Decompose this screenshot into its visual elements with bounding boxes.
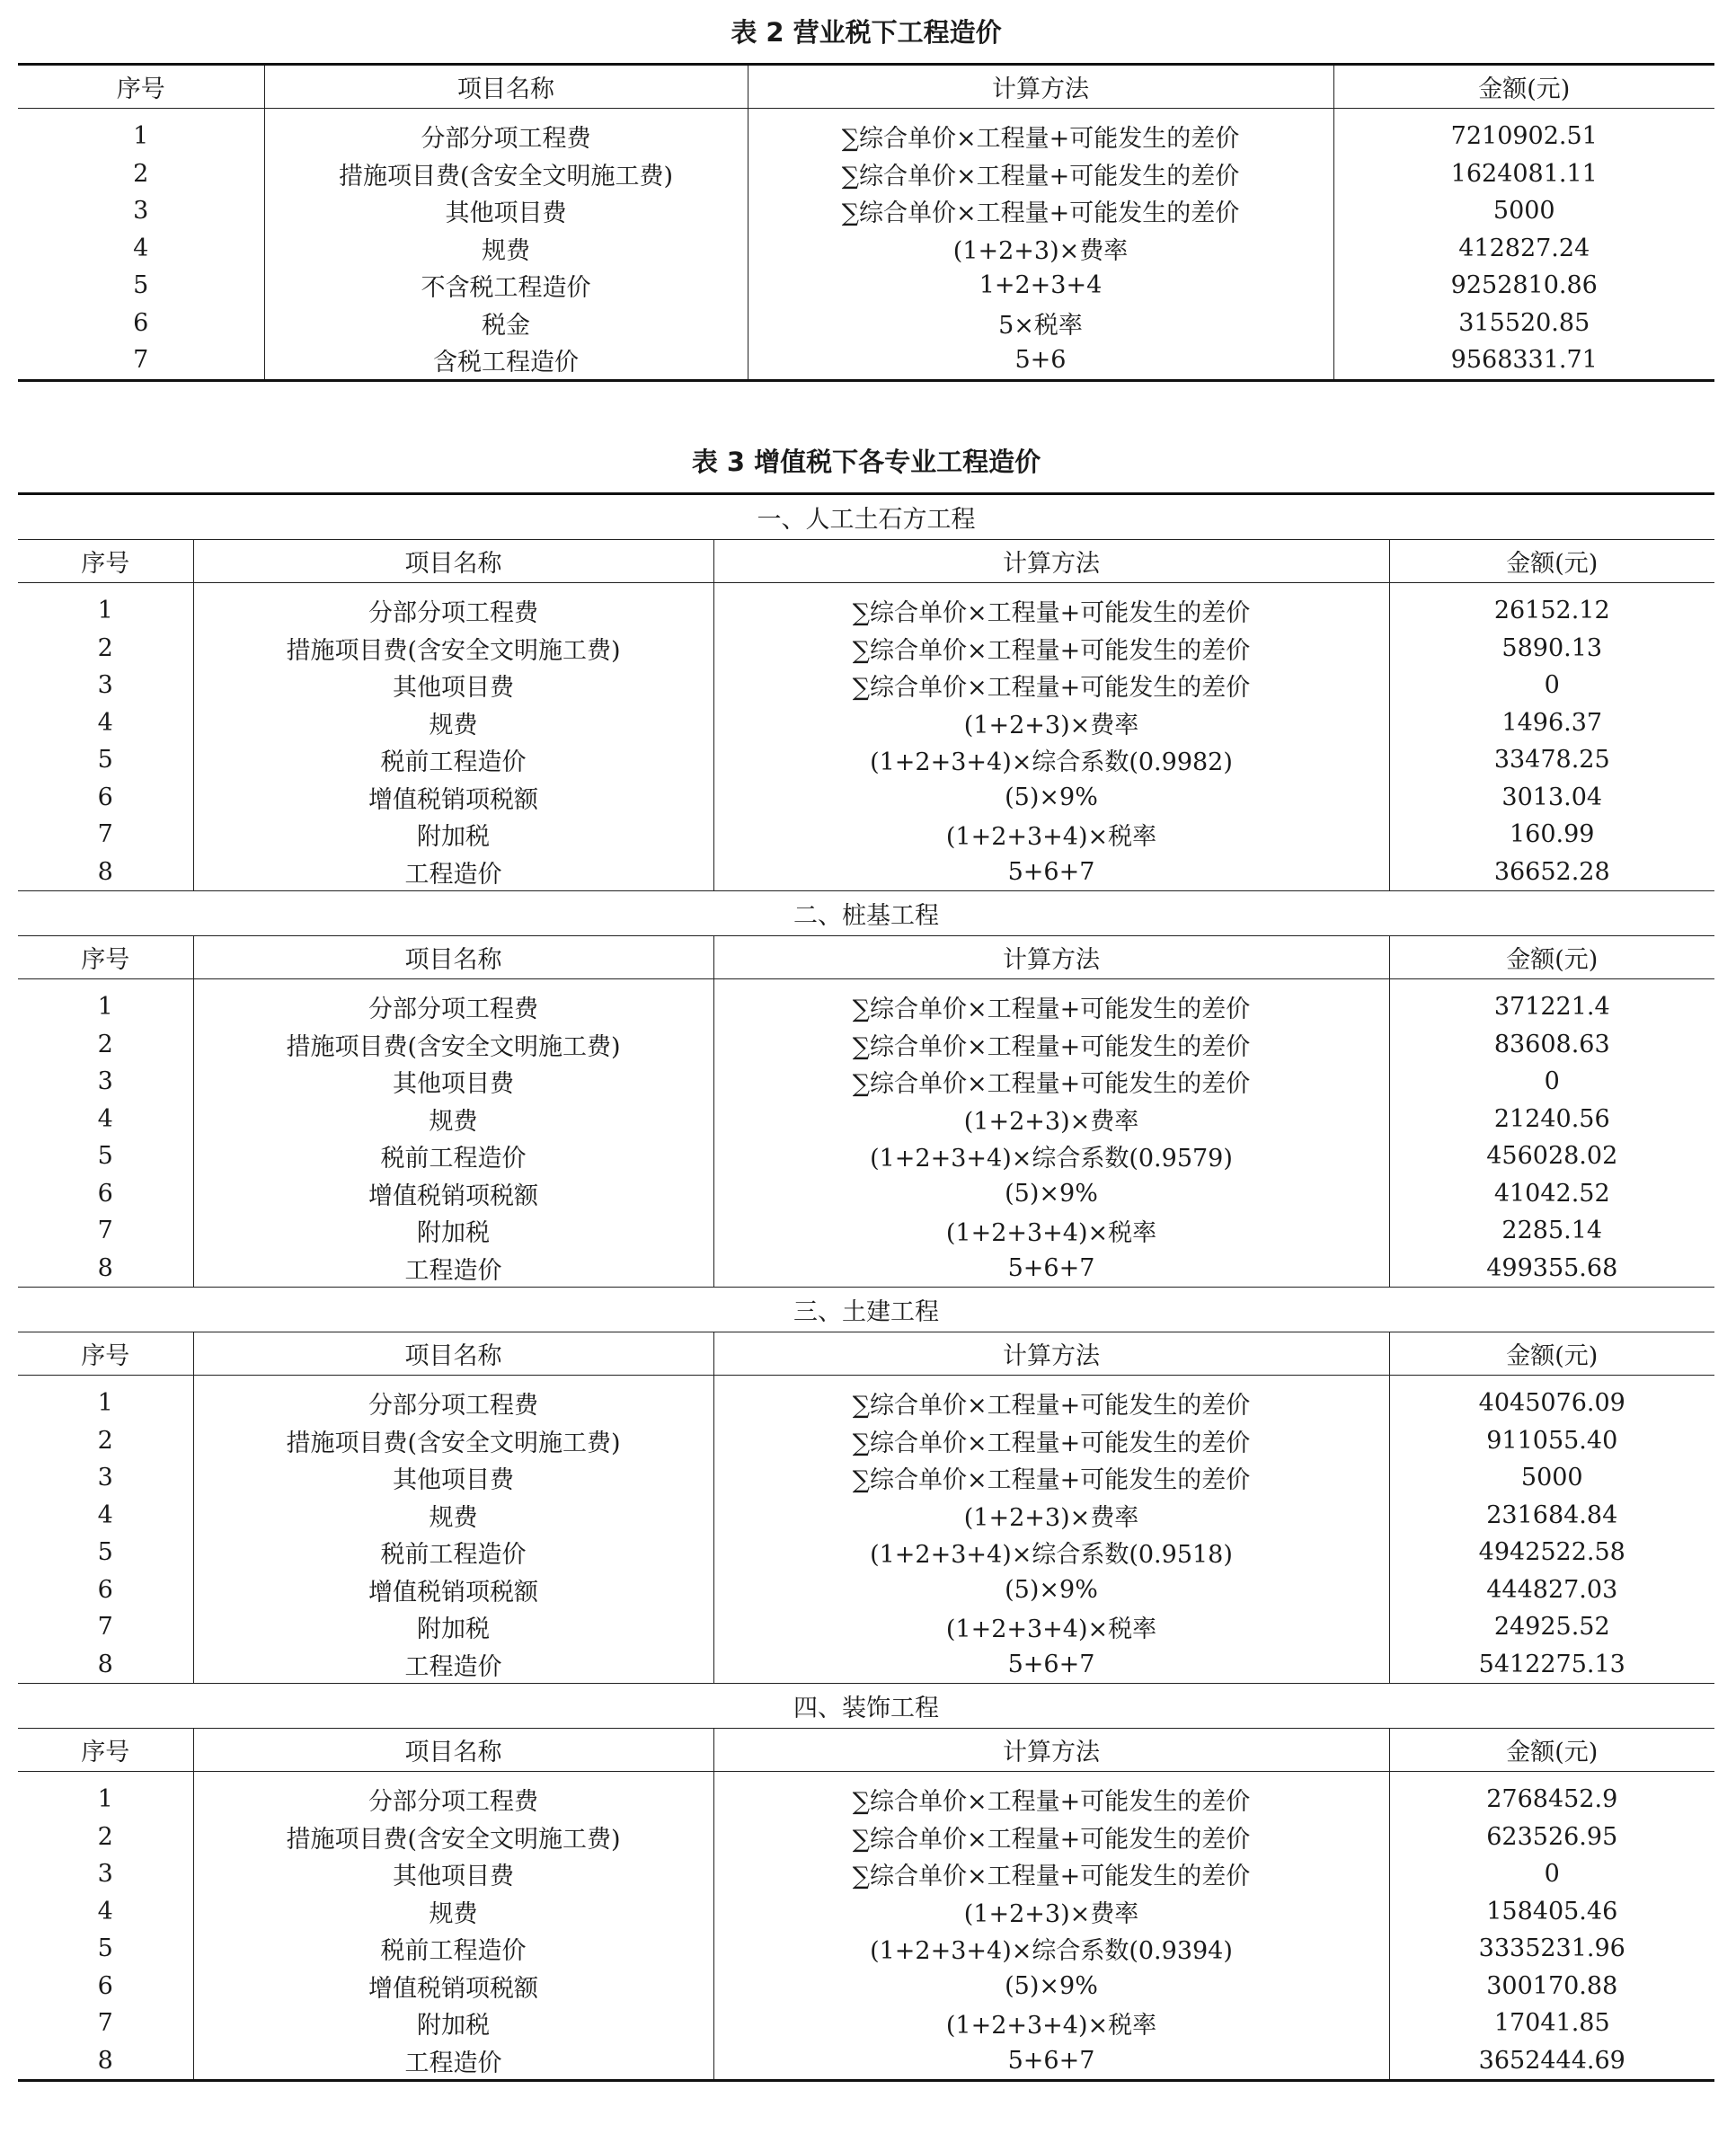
index-cell: 1 — [97, 993, 113, 1022]
method-cell: ∑综合单价×工程量+可能发生的差价 — [713, 979, 1389, 1026]
amount-cell: 499355.68 — [1389, 1250, 1714, 1288]
item-name-cell: 其他项目费 — [193, 1063, 713, 1101]
column-header: 序号 — [18, 540, 193, 583]
table-row — [18, 667, 1714, 704]
table-row — [18, 630, 1714, 668]
index-cell: 5 — [97, 1538, 113, 1567]
amount-cell: 4942522.58 — [1389, 1534, 1714, 1571]
item-name-cell: 分部分项工程费 — [193, 1376, 713, 1422]
index-cell: 3 — [97, 671, 113, 700]
column-header: 项目名称 — [193, 936, 713, 979]
column-header: 项目名称 — [264, 65, 748, 109]
item-name-cell: 工程造价 — [193, 2042, 713, 2081]
column-header: 金额(元) — [1389, 1729, 1714, 1772]
index-cell: 7 — [97, 1613, 113, 1642]
item-name-cell: 规费 — [264, 230, 748, 268]
method-cell: (1+2+3+4)×综合系数(0.9518) — [713, 1534, 1389, 1571]
amount-cell: 623526.95 — [1389, 1819, 1714, 1856]
table2-title: 表 2 营业税下工程造价 — [731, 17, 1002, 48]
amount-cell: 0 — [1389, 667, 1714, 704]
index-cell: 5 — [97, 1934, 113, 1963]
table-row — [18, 1026, 1714, 1064]
method-cell: 5+6+7 — [713, 1250, 1389, 1288]
method-cell: ∑综合单价×工程量+可能发生的差价 — [748, 155, 1333, 193]
amount-cell: 5000 — [1389, 1459, 1714, 1497]
item-name-cell: 其他项目费 — [193, 1459, 713, 1497]
amount-cell: 1496.37 — [1389, 704, 1714, 742]
table-row — [18, 1930, 1714, 1968]
method-cell: (1+2+3+4)×税率 — [713, 816, 1389, 854]
table2 — [18, 63, 1714, 382]
item-name-cell: 规费 — [193, 1497, 713, 1535]
item-name-cell: 不含税工程造价 — [264, 267, 748, 305]
amount-cell: 160.99 — [1389, 816, 1714, 854]
index-cell: 1 — [97, 597, 113, 625]
index-cell: 7 — [97, 1217, 113, 1245]
index-cell: 4 — [97, 1897, 113, 1925]
amount-cell: 412827.24 — [1333, 230, 1714, 268]
section-header-row — [18, 494, 1714, 540]
method-cell: 5×税率 — [748, 305, 1333, 342]
item-name-cell: 工程造价 — [193, 1250, 713, 1288]
index-cell: 5 — [97, 746, 113, 775]
method-cell: (5)×9% — [713, 1175, 1389, 1213]
index-cell: 7 — [97, 2009, 113, 2038]
column-header: 计算方法 — [748, 65, 1333, 109]
table-row — [18, 109, 1714, 155]
index-cell: 4 — [97, 1104, 113, 1133]
index-cell: 4 — [97, 1500, 113, 1529]
table-row — [18, 2005, 1714, 2042]
table-row — [18, 1063, 1714, 1101]
index-cell: 8 — [18, 1250, 193, 1288]
column-header: 序号 — [18, 1729, 193, 1772]
method-cell: 5+6+7 — [713, 1646, 1389, 1684]
table-row — [18, 267, 1714, 305]
index-cell: 6 — [133, 308, 149, 337]
section-header-row — [18, 1684, 1714, 1729]
item-name-cell: 增值税销项税额 — [193, 1968, 713, 2005]
method-cell: (5)×9% — [713, 1571, 1389, 1609]
index-cell: 2 — [133, 159, 149, 188]
table-row — [18, 1376, 1714, 1422]
method-cell: 5+6+7 — [713, 854, 1389, 891]
index-cell: 1 — [133, 122, 149, 151]
method-cell: ∑综合单价×工程量+可能发生的差价 — [713, 1026, 1389, 1064]
method-cell: ∑综合单价×工程量+可能发生的差价 — [713, 1063, 1389, 1101]
column-header: 序号 — [18, 936, 193, 979]
table-row — [18, 1534, 1714, 1571]
item-name-cell: 规费 — [193, 704, 713, 742]
index-cell: 3 — [133, 197, 149, 226]
table-row — [18, 1772, 1714, 1819]
index-cell: 2 — [97, 633, 113, 662]
index-cell: 2 — [97, 1030, 113, 1058]
table-row — [18, 979, 1714, 1026]
method-cell: ∑综合单价×工程量+可能发生的差价 — [713, 630, 1389, 668]
amount-cell: 911055.40 — [1389, 1422, 1714, 1460]
table-row — [18, 192, 1714, 230]
item-name-cell: 含税工程造价 — [264, 341, 748, 380]
table-row — [18, 854, 1714, 891]
column-header: 项目名称 — [193, 1729, 713, 1772]
item-name-cell: 其他项目费 — [193, 1855, 713, 1893]
item-name-cell: 增值税销项税额 — [193, 1571, 713, 1609]
method-cell: ∑综合单价×工程量+可能发生的差价 — [713, 583, 1389, 630]
method-cell: 5+6+7 — [713, 2042, 1389, 2081]
index-cell: 7 — [18, 341, 264, 380]
table-row — [18, 230, 1714, 268]
method-cell: (1+2+3+4)×税率 — [713, 1608, 1389, 1646]
method-cell: (5)×9% — [713, 779, 1389, 817]
amount-cell: 456028.02 — [1389, 1137, 1714, 1175]
index-cell: 5 — [133, 271, 149, 300]
item-name-cell: 增值税销项税额 — [193, 1175, 713, 1213]
method-cell: 5+6 — [748, 341, 1333, 380]
method-cell: ∑综合单价×工程量+可能发生的差价 — [713, 1772, 1389, 1819]
method-cell: ∑综合单价×工程量+可能发生的差价 — [713, 1422, 1389, 1460]
amount-cell: 231684.84 — [1389, 1497, 1714, 1535]
item-name-cell: 工程造价 — [193, 854, 713, 891]
amount-cell: 315520.85 — [1333, 305, 1714, 342]
amount-cell: 9568331.71 — [1333, 341, 1714, 380]
method-cell: (1+2+3+4)×综合系数(0.9579) — [713, 1137, 1389, 1175]
method-cell: ∑综合单价×工程量+可能发生的差价 — [713, 1376, 1389, 1422]
index-cell: 2 — [97, 1426, 113, 1455]
item-name-cell: 税前工程造价 — [193, 1534, 713, 1571]
amount-cell: 36652.28 — [1389, 854, 1714, 891]
method-cell: (1+2+3)×费率 — [713, 1497, 1389, 1535]
item-name-cell: 分部分项工程费 — [264, 109, 748, 155]
table-row — [18, 1137, 1714, 1175]
method-cell: (1+2+3)×费率 — [713, 1101, 1389, 1138]
amount-cell: 371221.4 — [1389, 979, 1714, 1026]
index-cell: 1 — [97, 1389, 113, 1418]
table-row — [18, 1459, 1714, 1497]
amount-cell: 3013.04 — [1389, 779, 1714, 817]
section-title: 二、桩基工程 — [18, 891, 1714, 936]
item-name-cell: 措施项目费(含安全文明施工费) — [193, 1026, 713, 1064]
table-row — [18, 1608, 1714, 1646]
table-row — [18, 1497, 1714, 1535]
index-cell: 8 — [18, 2042, 193, 2081]
table-row — [18, 1175, 1714, 1213]
amount-cell: 444827.03 — [1389, 1571, 1714, 1609]
table-row — [18, 1250, 1714, 1288]
amount-cell: 0 — [1389, 1063, 1714, 1101]
method-cell: ∑综合单价×工程量+可能发生的差价 — [713, 1459, 1389, 1497]
table-row — [18, 816, 1714, 854]
amount-cell: 300170.88 — [1389, 1968, 1714, 2005]
amount-cell: 5000 — [1333, 192, 1714, 230]
table3-title: 表 3 增值税下各专业工程造价 — [691, 447, 1041, 477]
item-name-cell: 分部分项工程费 — [193, 979, 713, 1026]
amount-cell: 4045076.09 — [1389, 1376, 1714, 1422]
amount-cell: 1624081.11 — [1333, 155, 1714, 193]
amount-cell: 5412275.13 — [1389, 1646, 1714, 1684]
table-row — [18, 1571, 1714, 1609]
method-cell: (1+2+3+4)×综合系数(0.9982) — [713, 741, 1389, 779]
amount-cell: 21240.56 — [1389, 1101, 1714, 1138]
table-row — [18, 779, 1714, 817]
table-row — [18, 305, 1714, 342]
item-name-cell: 分部分项工程费 — [193, 1772, 713, 1819]
item-name-cell: 税前工程造价 — [193, 741, 713, 779]
index-cell: 3 — [97, 1860, 113, 1889]
table-row — [18, 341, 1714, 380]
section-header-row — [18, 891, 1714, 936]
section-title: 四、装饰工程 — [18, 1684, 1714, 1729]
method-cell: (1+2+3+4)×税率 — [713, 2005, 1389, 2042]
method-cell: (1+2+3)×费率 — [748, 230, 1333, 268]
item-name-cell: 规费 — [193, 1893, 713, 1931]
index-cell: 8 — [18, 1646, 193, 1684]
section-title: 一、人工土石方工程 — [18, 494, 1714, 540]
amount-cell: 5890.13 — [1389, 630, 1714, 668]
column-header: 计算方法 — [713, 1332, 1389, 1376]
index-cell: 4 — [97, 708, 113, 737]
index-cell: 2 — [97, 1822, 113, 1851]
header-row — [18, 540, 1714, 583]
method-cell: ∑综合单价×工程量+可能发生的差价 — [713, 1855, 1389, 1893]
index-cell: 8 — [18, 854, 193, 891]
index-cell: 6 — [97, 1971, 113, 2000]
amount-cell: 33478.25 — [1389, 741, 1714, 779]
method-cell: ∑综合单价×工程量+可能发生的差价 — [748, 192, 1333, 230]
column-header: 项目名称 — [193, 1332, 713, 1376]
amount-cell: 83608.63 — [1389, 1026, 1714, 1064]
item-name-cell: 工程造价 — [193, 1646, 713, 1684]
column-header: 项目名称 — [193, 540, 713, 583]
header-row — [18, 1332, 1714, 1376]
amount-cell: 24925.52 — [1389, 1608, 1714, 1646]
amount-cell: 158405.46 — [1389, 1893, 1714, 1931]
table-row — [18, 155, 1714, 193]
header-row — [18, 936, 1714, 979]
header-row — [18, 65, 1714, 109]
table-row — [18, 1646, 1714, 1684]
method-cell: ∑综合单价×工程量+可能发生的差价 — [713, 1819, 1389, 1856]
table-row — [18, 704, 1714, 742]
table-row — [18, 1893, 1714, 1931]
item-name-cell: 税前工程造价 — [193, 1137, 713, 1175]
item-name-cell: 措施项目费(含安全文明施工费) — [193, 1819, 713, 1856]
table-row — [18, 1968, 1714, 2005]
amount-cell: 0 — [1389, 1855, 1714, 1893]
table-row — [18, 2042, 1714, 2081]
amount-cell: 2285.14 — [1389, 1212, 1714, 1250]
table-row — [18, 1855, 1714, 1893]
section-header-row — [18, 1288, 1714, 1332]
table-row — [18, 741, 1714, 779]
amount-cell: 3335231.96 — [1389, 1930, 1714, 1968]
amount-cell: 17041.85 — [1389, 2005, 1714, 2042]
method-cell: (1+2+3)×费率 — [713, 704, 1389, 742]
column-header: 金额(元) — [1389, 936, 1714, 979]
item-name-cell: 措施项目费(含安全文明施工费) — [193, 1422, 713, 1460]
amount-cell: 26152.12 — [1389, 583, 1714, 630]
amount-cell: 2768452.9 — [1389, 1772, 1714, 1819]
column-header: 金额(元) — [1389, 1332, 1714, 1376]
item-name-cell: 增值税销项税额 — [193, 779, 713, 817]
column-header: 序号 — [18, 1332, 193, 1376]
item-name-cell: 其他项目费 — [193, 667, 713, 704]
method-cell: ∑综合单价×工程量+可能发生的差价 — [713, 667, 1389, 704]
table-row — [18, 1212, 1714, 1250]
index-cell: 4 — [133, 234, 149, 262]
index-cell: 6 — [97, 1179, 113, 1208]
table3 — [18, 492, 1714, 2082]
item-name-cell: 分部分项工程费 — [193, 583, 713, 630]
index-cell: 6 — [97, 1575, 113, 1604]
item-name-cell: 附加税 — [193, 816, 713, 854]
index-cell: 6 — [97, 783, 113, 811]
table-row — [18, 1101, 1714, 1138]
table-row — [18, 583, 1714, 630]
method-cell: ∑综合单价×工程量+可能发生的差价 — [748, 109, 1333, 155]
table-row — [18, 1819, 1714, 1856]
amount-cell: 41042.52 — [1389, 1175, 1714, 1213]
item-name-cell: 税前工程造价 — [193, 1930, 713, 1968]
index-cell: 7 — [97, 820, 113, 849]
column-header: 序号 — [18, 65, 264, 109]
column-header: 金额(元) — [1389, 540, 1714, 583]
method-cell: (1+2+3)×费率 — [713, 1893, 1389, 1931]
index-cell: 3 — [97, 1067, 113, 1096]
index-cell: 5 — [97, 1142, 113, 1171]
method-cell: (5)×9% — [713, 1968, 1389, 2005]
column-header: 金额(元) — [1333, 65, 1714, 109]
item-name-cell: 措施项目费(含安全文明施工费) — [193, 630, 713, 668]
amount-cell: 9252810.86 — [1333, 267, 1714, 305]
column-header: 计算方法 — [713, 936, 1389, 979]
item-name-cell: 规费 — [193, 1101, 713, 1138]
item-name-cell: 附加税 — [193, 1608, 713, 1646]
item-name-cell: 附加税 — [193, 1212, 713, 1250]
item-name-cell: 税金 — [264, 305, 748, 342]
table-row — [18, 1422, 1714, 1460]
method-cell: 1+2+3+4 — [748, 267, 1333, 305]
column-header: 计算方法 — [713, 540, 1389, 583]
section-title: 三、土建工程 — [18, 1288, 1714, 1332]
amount-cell: 7210902.51 — [1333, 109, 1714, 155]
header-row — [18, 1729, 1714, 1772]
method-cell: (1+2+3+4)×综合系数(0.9394) — [713, 1930, 1389, 1968]
item-name-cell: 其他项目费 — [264, 192, 748, 230]
column-header: 计算方法 — [713, 1729, 1389, 1772]
item-name-cell: 措施项目费(含安全文明施工费) — [264, 155, 748, 193]
index-cell: 3 — [97, 1464, 113, 1492]
index-cell: 1 — [97, 1785, 113, 1814]
item-name-cell: 附加税 — [193, 2005, 713, 2042]
method-cell: (1+2+3+4)×税率 — [713, 1212, 1389, 1250]
amount-cell: 3652444.69 — [1389, 2042, 1714, 2081]
